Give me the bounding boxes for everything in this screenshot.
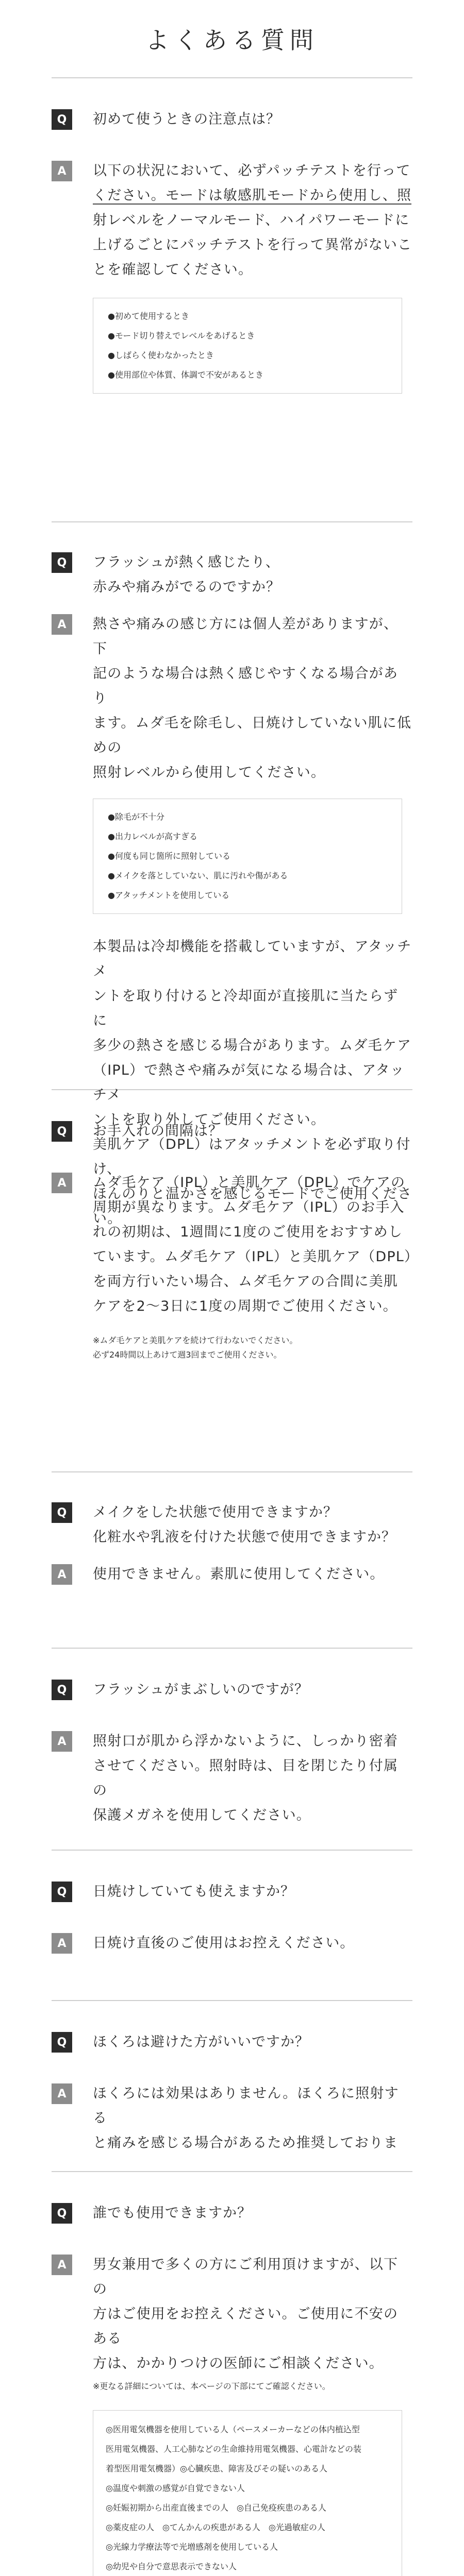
question-badge: Q [52,2203,72,2224]
faq-item [0,2001,464,2171]
list-item: ●初めて使用するとき [108,311,189,321]
list-item: ◎幼児や自分で意思表示できない人 [106,2562,237,2571]
condition-list [93,298,402,394]
condition-list [93,799,402,914]
question-badge: Q [52,109,72,130]
question-badge: Q [52,1882,72,1902]
restriction-list [93,2410,402,2576]
list-item: ●メイクを落としていない、肌に汚れや傷がある [108,871,288,880]
list-item: ◎医用電気機器を使用している人（ペースメーカーなどの体内植込型 [106,2425,360,2434]
answer-badge: A [52,2255,72,2275]
question-badge: Q [52,1502,72,1523]
list-item: 医用電気機器、人工心肺などの生命維持用電気機器、心電計などの装 [106,2444,362,2454]
faq-item [0,1090,464,1471]
list-item: ●除毛が不十分 [108,812,164,822]
answer-text: 照射口が肌から浮かないように、しっかり密着 させてください。照射時は、目を閉じたり付属の 保護メガネを使用してください。 [93,1733,399,1823]
question-text: フラッシュがまぶしいのですが？ [93,1682,309,1698]
answer-badge: A [52,161,72,181]
question-badge: Q [52,1680,72,1700]
answer-text: 使用できません。素肌に使用してください。 [93,1566,385,1582]
list-item: 着型医用電気機器）◎心臓疾患、障害及びその疑いのある人 [106,2464,327,2473]
question-text: 日焼けしていても使えますか？ [93,1884,295,1900]
footnote: ※ムダ毛ケアと美肌ケアを続けて行わないでください。 必ず24時間以上あけて週3回までご使用ください。 [93,1335,298,1360]
faq-item [0,78,464,521]
list-item: ●出力レベルが高すぎる [108,832,197,841]
list-item: ●使用部位や体質、体調で不安があるとき [108,370,263,380]
faq-item [0,1851,464,2000]
question-text: メイクをした状態で使用できますか？ 化粧水や乳液を付けた状態で使用できますか？ [93,1504,396,1545]
question-text: 初めて使うときの注意点は？ [93,111,280,127]
answer-text: ほくろには効果はありません。ほくろに照射する と痛みを感じる場合があるため推奨しておりま [93,2086,399,2151]
list-item: ◎妊娠初期から出産直後までの人 ◎自己免疫疾患のある人 [106,2503,326,2513]
answer-text: 男女兼用で多くの方にご利用頂けますが、以下の 方はご使用をお控えください。ご使用に不安のある 方は、かかりつけの医師にご相談ください。 [93,2257,399,2371]
answer-text: 以下の状況において、必ずパッチテストを行って ください。モードは敏感肌モードから使用し、照 射レベルをノーマルモード、ハイパワーモードに 上げるごとにパッチテストを行って異常がないこ とを確認してください。 [93,163,412,278]
list-item: ●モード切り替えでレベルをあげるとき [108,331,255,341]
question-badge: Q [52,1121,72,1142]
list-item: ◎薬皮症の人 ◎てんかんの疾患がある人 ◎光過敏症の人 [106,2522,325,2532]
answer-badge: A [52,1173,72,1193]
question-text: フラッシュが熱く感じたり、 赤みや痛みがでるのですか？ [93,554,280,595]
answer-text: 日焼け直後のご使用はお控えください。 [93,1935,355,1951]
answer-text: 熱さや痛みの感じ方には個人差がありますが、下 記のような場合は熱く感じやすくなる場合があり ます。ムダ毛を除毛し、日焼けしていない肌に低めの 照射レベルから使用してください。 [93,616,412,781]
answer-badge: A [52,614,72,635]
question-text: ほくろは避けた方がいいですか？ [93,2034,309,2050]
question-badge: Q [52,2032,72,2053]
faq-item [0,1472,464,1648]
list-item: ●何度も同じ箇所に照射している [108,851,230,861]
footnote: ※更なる詳細については、本ページの下部にてご確認ください。 [93,2381,330,2391]
question-badge: Q [52,552,72,573]
list-item: ●アタッチメントを使用している [108,890,230,900]
answer-text-continued: 本製品は冷却機能を搭載していますが、アタッチメ ントを取り付けると冷却面が直接肌に当たらずに 多少の熱さを感じる場合があります。ムダ毛ケア （IPL）で熱さや痛みが気になる場合は、アタッチメ ントを取り外してご使用ください。 美肌ケア（DPL）はアタッチメントを必ず取り付け、 ほんのりと温かさを感じるモードでご使用ください。 [93,939,412,1227]
list-item: ●しばらく使わなかったとき [108,350,214,360]
answer-badge: A [52,1933,72,1954]
page-title: よくある質問 [145,26,319,54]
question-text: 誰でも使用できますか？ [93,2205,252,2221]
list-item: ◎光線力学療法等で光増感剤を使用している人 [106,2542,278,2552]
faq-item [0,1649,464,1850]
answer-badge: A [52,1731,72,1752]
question-text: お手入れの間隔は？ [93,1123,223,1139]
faq-item [0,2172,464,2571]
answer-badge: A [52,2083,72,2104]
list-item: ◎温度や刺激の感覚が自覚できない人 [106,2483,245,2493]
answer-text: ムダ毛ケア（IPL）と美肌ケア（DPL）でケアの 周期が異なります。ムダ毛ケア（IPL）のお手入 れの初期は、1週間に1度のご使用をおすすめし ています。ムダ毛ケア（IPL）と美肌ケア（DPL） を両方行いたい場合、ムダ毛ケアの合間に美肌 ケアを2〜3日に1度の周期でご使用ください。 [93,1175,419,1314]
answer-badge: A [52,1564,72,1585]
